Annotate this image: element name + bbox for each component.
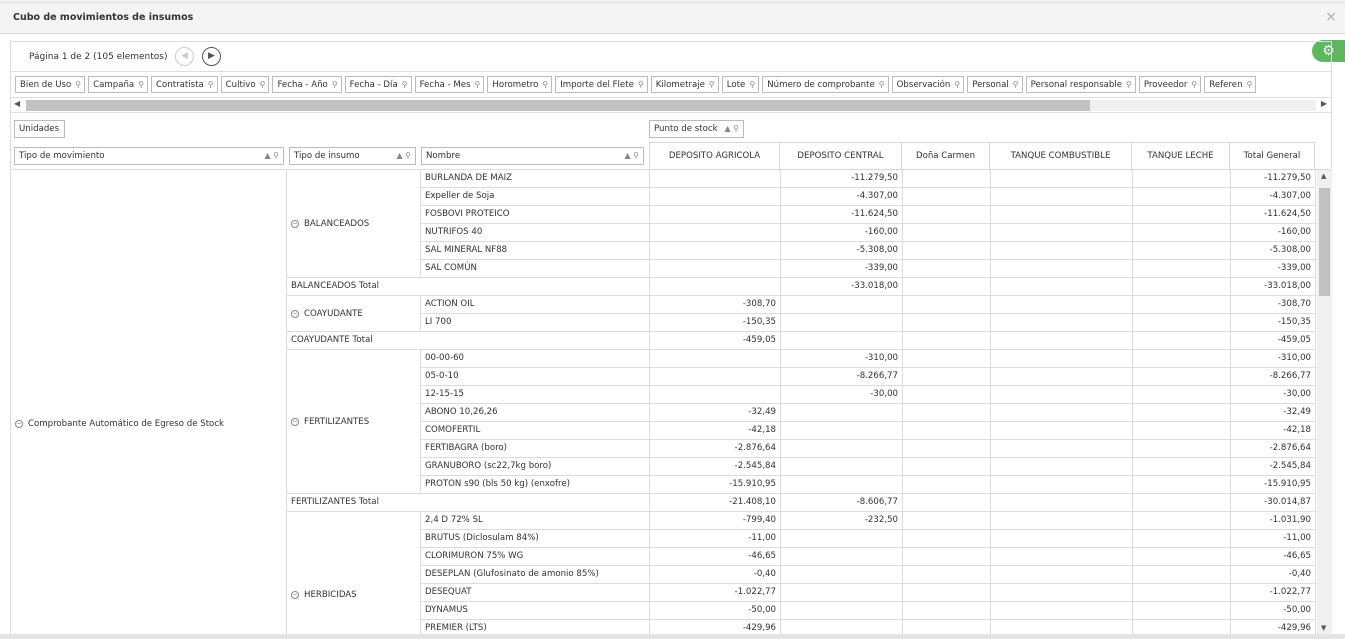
total-cell: -33.018,00 [1231, 278, 1316, 296]
data-cell [781, 404, 903, 422]
pivot-grid [10, 170, 1332, 634]
data-cell: -8.266,77 [781, 368, 903, 386]
settings-gear-icon[interactable]: ⚙ [1312, 40, 1345, 62]
data-cell [781, 422, 903, 440]
data-cell: -2.545,84 [650, 458, 781, 476]
sort-filter-icon[interactable]: ▲ ⚲ [264, 151, 279, 160]
chevron-left-icon[interactable]: ◀ [175, 47, 194, 66]
data-cell [1133, 242, 1231, 260]
data-cell: -30,00 [1231, 386, 1316, 404]
data-cell: -429,96 [1231, 620, 1316, 634]
data-cell [991, 350, 1133, 368]
row-header-item: 00-00-60 [421, 350, 650, 368]
data-cell [991, 386, 1133, 404]
filter-field-chip[interactable] [15, 76, 85, 93]
data-cell [650, 350, 781, 368]
filter-field-chip[interactable] [892, 76, 965, 93]
filter-field-chip[interactable] [487, 76, 552, 93]
filter-icon[interactable]: ⚲ [138, 80, 145, 89]
data-cell [1133, 188, 1231, 206]
filter-icon[interactable]: ⚲ [542, 80, 549, 89]
row-header-item: PROTON s90 (bls 50 kg) (enxofre) [421, 476, 650, 494]
data-field-units[interactable] [14, 120, 65, 138]
data-cell [1133, 386, 1231, 404]
data-cell [991, 584, 1133, 602]
total-cell: -33.018,00 [781, 278, 903, 296]
filter-field-label: Observación [896, 80, 951, 90]
row-header-label: HERBICIDAS [304, 589, 357, 600]
filter-field-label: Fecha - Mes [419, 80, 471, 90]
data-cell: -11,00 [1231, 530, 1316, 548]
column-field-punto-de-stock[interactable] [649, 120, 744, 138]
filter-field-area [10, 71, 1332, 98]
data-cell [781, 584, 903, 602]
column-header[interactable]: TANQUE LECHE [1132, 142, 1230, 170]
filter-field-label: Lote [726, 80, 746, 90]
data-cell [991, 314, 1133, 332]
data-cell: -1.022,77 [650, 584, 781, 602]
data-cell [1133, 296, 1231, 314]
scroll-right-arrow-icon[interactable]: ▶ [1320, 99, 1327, 108]
row-header-item: DESEQUAT [421, 584, 650, 602]
window-bottom-edge [0, 634, 1345, 639]
data-cell: -150,35 [1231, 314, 1316, 332]
data-cell: -42,18 [1231, 422, 1316, 440]
row-header-item: FOSBOVI PROTEICO [421, 206, 650, 224]
data-cell [781, 314, 903, 332]
data-cell: -232,50 [781, 512, 903, 530]
data-cell [781, 440, 903, 458]
row-header-item: COMOFERTIL [421, 422, 650, 440]
total-cell: -30.014,87 [1231, 494, 1316, 512]
filter-field-label: Número de comprobante [767, 80, 875, 90]
filter-icon[interactable]: ⚲ [749, 80, 756, 89]
filter-field-label: Campaña [93, 80, 135, 90]
filter-field-label: Fecha - Día [349, 80, 398, 90]
data-cell [903, 512, 991, 530]
row-field-tipo-de-movimiento[interactable] [14, 147, 284, 165]
data-cell: -799,40 [650, 512, 781, 530]
data-cell: -11.279,50 [1231, 170, 1316, 188]
filter-field-label: Cultivo [225, 80, 256, 90]
data-cell: -339,00 [1231, 260, 1316, 278]
row-header-item: ACTION OIL [421, 296, 650, 314]
data-cell: -11.279,50 [781, 170, 903, 188]
data-cell [650, 386, 781, 404]
data-cell [903, 296, 991, 314]
filter-field-chip[interactable] [1139, 76, 1201, 93]
collapse-icon[interactable]: − [292, 417, 298, 425]
data-cell [991, 170, 1133, 188]
data-cell: -2.876,64 [650, 440, 781, 458]
data-cell [903, 602, 991, 620]
total-cell [1133, 332, 1231, 350]
row-header-label: BALANCEADOS [304, 218, 370, 229]
filter-field-label: Fecha - Año [277, 80, 328, 90]
data-cell [991, 530, 1133, 548]
data-cell: -310,00 [1231, 350, 1316, 368]
data-cell [1133, 422, 1231, 440]
data-cell: -308,70 [1231, 296, 1316, 314]
row-header-group[interactable] [287, 512, 421, 634]
data-cell [781, 458, 903, 476]
filter-icon[interactable]: ⚲ [1012, 80, 1019, 89]
data-cell [650, 206, 781, 224]
row-field-nombre[interactable] [421, 147, 644, 165]
data-cell [781, 548, 903, 566]
data-cell: -308,70 [650, 296, 781, 314]
data-cell [991, 296, 1133, 314]
total-cell [1133, 278, 1231, 296]
data-cell [903, 188, 991, 206]
filter-field-chip[interactable] [722, 76, 759, 93]
data-cell [781, 476, 903, 494]
data-cell: -160,00 [781, 224, 903, 242]
vertical-scrollbar[interactable] [1317, 170, 1332, 634]
filter-field-chip[interactable] [651, 76, 719, 93]
total-cell [781, 332, 903, 350]
data-cell: -0,40 [650, 566, 781, 584]
data-cell [903, 458, 991, 476]
data-cell: -32,49 [650, 404, 781, 422]
filter-icon[interactable]: ⚲ [207, 80, 214, 89]
total-cell: -8.606,77 [781, 494, 903, 512]
data-cell: -160,00 [1231, 224, 1316, 242]
row-header-item: Expeller de Soja [421, 188, 650, 206]
data-cell: -15.910,95 [650, 476, 781, 494]
total-cell [991, 494, 1133, 512]
filter-field-label: Bien de Uso [20, 80, 72, 90]
data-cell [650, 242, 781, 260]
data-cell: -46,65 [1231, 548, 1316, 566]
dialog-titlebar [0, 3, 1345, 34]
data-cell [903, 584, 991, 602]
horizontal-scrollbar[interactable] [10, 98, 1332, 113]
filter-field-chip[interactable] [1204, 76, 1256, 93]
group-total-label: COAYUDANTE Total [287, 332, 650, 350]
data-cell [903, 386, 991, 404]
total-cell [1133, 494, 1231, 512]
row-header-item: SAL COMÚN [421, 260, 650, 278]
data-cell: -1.031,90 [1231, 512, 1316, 530]
data-cell [991, 620, 1133, 634]
row-header-item: 05-0-10 [421, 368, 650, 386]
data-cell: -46,65 [650, 548, 781, 566]
chevron-right-icon[interactable]: ▶ [202, 47, 221, 66]
total-cell [903, 494, 991, 512]
scroll-down-arrow-icon[interactable]: ▼ [1321, 624, 1327, 632]
data-cell [903, 368, 991, 386]
filter-field-chip[interactable] [221, 76, 270, 93]
data-cell [650, 170, 781, 188]
filter-icon[interactable]: ⚲ [1246, 80, 1253, 89]
filter-icon[interactable]: ⚲ [259, 80, 266, 89]
data-cell [903, 548, 991, 566]
data-cell: -11,00 [650, 530, 781, 548]
total-cell: -21.408,10 [650, 494, 781, 512]
row-header-item: 12-15-15 [421, 386, 650, 404]
filter-field-chip[interactable] [151, 76, 218, 93]
scroll-up-arrow-icon[interactable]: ▲ [1321, 172, 1327, 180]
data-cell [1133, 260, 1231, 278]
filter-field-label: Horometro [492, 80, 539, 90]
filter-field-label: Referen [1209, 80, 1243, 90]
row-header-item: BURLANDA DE MAIZ [421, 170, 650, 188]
data-cell [991, 242, 1133, 260]
data-cell: -11.624,50 [781, 206, 903, 224]
data-cell [1133, 566, 1231, 584]
row-header-item: FERTIBAGRA (boro) [421, 440, 650, 458]
row-header-item: CLORIMURON 75% WG [421, 548, 650, 566]
data-cell: -5.308,00 [781, 242, 903, 260]
data-cell [1133, 512, 1231, 530]
data-cell [991, 602, 1133, 620]
close-icon[interactable]: × [1325, 9, 1337, 25]
filter-field-label: Personal [972, 80, 1009, 90]
filter-field-chip[interactable] [762, 76, 888, 93]
filter-icon[interactable]: ⚲ [75, 80, 82, 89]
data-cell [1133, 620, 1231, 634]
row-field-tipo-de-insumo[interactable] [289, 147, 416, 165]
sort-filter-icon[interactable]: ▲ ⚲ [724, 124, 739, 133]
data-cell [991, 422, 1133, 440]
data-cell [1133, 584, 1231, 602]
row-header-label: FERTILIZANTES [304, 416, 370, 427]
data-field-label: Unidades [19, 124, 60, 134]
filter-icon[interactable]: ⚲ [954, 80, 961, 89]
pager-bar [10, 41, 1332, 71]
data-cell: -150,35 [650, 314, 781, 332]
collapse-icon[interactable]: − [292, 219, 298, 227]
data-cell: -42,18 [650, 422, 781, 440]
filter-field-label: Proveedor [1143, 80, 1188, 90]
sort-filter-icon[interactable]: ▲ ⚲ [396, 151, 411, 160]
total-cell [991, 332, 1133, 350]
dialog-title: Cubo de movimientos de insumos [13, 12, 194, 23]
filter-icon[interactable]: ⚲ [331, 80, 338, 89]
row-header-item: NUTRIFOS 40 [421, 224, 650, 242]
filter-icon[interactable]: ⚲ [708, 80, 715, 89]
vertical-scroll-thumb[interactable] [1319, 188, 1330, 296]
row-field-label: Tipo de movimiento [19, 151, 105, 161]
collapse-icon[interactable]: − [16, 419, 22, 427]
filter-field-chip[interactable] [345, 76, 412, 93]
data-cell [991, 206, 1133, 224]
filter-field-label: Contratista [156, 80, 204, 90]
data-cell [650, 188, 781, 206]
row-header-item: 2,4 D 72% SL [421, 512, 650, 530]
row-header-movement[interactable] [11, 170, 287, 634]
collapse-icon[interactable]: − [292, 590, 298, 598]
data-cell [903, 242, 991, 260]
data-cell [991, 512, 1133, 530]
data-cell [903, 476, 991, 494]
filter-field-chip[interactable] [967, 76, 1022, 93]
column-header[interactable]: DEPOSITO AGRICOLA [649, 142, 780, 170]
filter-icon[interactable]: ⚲ [1126, 80, 1132, 89]
filter-icon[interactable]: ⚲ [474, 80, 481, 89]
data-cell [1133, 602, 1231, 620]
data-cell [1133, 350, 1231, 368]
scroll-thumb[interactable] [26, 100, 1090, 111]
data-cell [991, 440, 1133, 458]
data-cell [781, 296, 903, 314]
row-header-item: DYNAMUS [421, 602, 650, 620]
row-field-label: Tipo de insumo [294, 151, 360, 161]
row-header-item: ABONO 10,26,26 [421, 404, 650, 422]
filter-field-chip[interactable] [1026, 76, 1136, 93]
data-cell [903, 260, 991, 278]
data-cell: -4.307,00 [781, 188, 903, 206]
total-cell [991, 278, 1133, 296]
data-cell: -11.624,50 [1231, 206, 1316, 224]
data-cell: -0,40 [1231, 566, 1316, 584]
data-cell [903, 566, 991, 584]
data-cell: -50,00 [650, 602, 781, 620]
data-cell [991, 548, 1133, 566]
filter-field-chip[interactable] [555, 76, 648, 93]
data-cell [903, 170, 991, 188]
row-header-item: BRUTUS (Diclosulam 84%) [421, 530, 650, 548]
scroll-left-arrow-icon[interactable]: ◀ [14, 99, 21, 108]
data-cell [991, 566, 1133, 584]
column-header[interactable]: TANQUE COMBUSTIBLE [990, 142, 1132, 170]
data-cell [1133, 314, 1231, 332]
data-cell [903, 620, 991, 634]
filter-field-label: Personal responsable [1030, 80, 1122, 90]
data-cell [1133, 548, 1231, 566]
data-cell [903, 530, 991, 548]
data-cell: -50,00 [1231, 602, 1316, 620]
pager-summary: Página 1 de 2 (105 elementos) [29, 52, 168, 62]
filter-field-label: Kilometraje [655, 80, 705, 90]
data-cell [1133, 224, 1231, 242]
row-field-label: Nombre [426, 151, 461, 161]
data-cell [903, 314, 991, 332]
column-field-label: Punto de stock [654, 124, 718, 134]
data-cell [991, 188, 1133, 206]
data-cell: -32,49 [1231, 404, 1316, 422]
sort-filter-icon[interactable]: ▲ ⚲ [624, 151, 639, 160]
row-header-label: Comprobante Automático de Egreso de Stock [28, 418, 225, 429]
data-cell [903, 224, 991, 242]
data-cell [781, 566, 903, 584]
filter-field-chip[interactable] [272, 76, 341, 93]
data-cell: -339,00 [781, 260, 903, 278]
data-cell [991, 476, 1133, 494]
data-cell [903, 422, 991, 440]
row-header-item: GRANUBORO (sc22,7kg boro) [421, 458, 650, 476]
data-cell [1133, 206, 1231, 224]
row-header-label: COAYUDANTE [304, 308, 363, 319]
filter-icon[interactable]: ⚲ [401, 80, 408, 89]
data-cell: -30,00 [781, 386, 903, 404]
data-cell [781, 530, 903, 548]
filter-field-chip[interactable] [88, 76, 148, 93]
data-cell [991, 458, 1133, 476]
data-cell [1133, 530, 1231, 548]
data-cell [903, 404, 991, 422]
row-header-group[interactable] [287, 296, 421, 332]
total-cell [650, 278, 781, 296]
data-cell [903, 440, 991, 458]
data-cell [1133, 458, 1231, 476]
total-cell: -459,05 [1231, 332, 1316, 350]
data-cell: -1.022,77 [1231, 584, 1316, 602]
total-cell [903, 332, 991, 350]
data-cell [650, 368, 781, 386]
data-cell [1133, 440, 1231, 458]
row-header-group[interactable] [287, 170, 421, 278]
total-cell [903, 278, 991, 296]
data-cell [1133, 476, 1231, 494]
filter-field-label: Importe del Flete [560, 80, 634, 90]
data-cell: -429,96 [650, 620, 781, 634]
data-cell: -4.307,00 [1231, 188, 1316, 206]
data-cell [1133, 170, 1231, 188]
column-header[interactable]: Doña Carmen [902, 142, 990, 170]
data-cell: -15.910,95 [1231, 476, 1316, 494]
total-cell: -459,05 [650, 332, 781, 350]
column-header[interactable]: DEPOSITO CENTRAL [780, 142, 902, 170]
data-cell: -2.876,64 [1231, 440, 1316, 458]
row-header-item: LI 700 [421, 314, 650, 332]
group-total-label: FERTILIZANTES Total [287, 494, 650, 512]
group-total-label: BALANCEADOS Total [287, 278, 650, 296]
data-cell [991, 224, 1133, 242]
row-header-item: PREMIER (LTS) [421, 620, 650, 634]
data-cell [991, 260, 1133, 278]
data-cell: -8.266,77 [1231, 368, 1316, 386]
row-header-group[interactable] [287, 350, 421, 494]
data-cell [991, 368, 1133, 386]
data-cell: -310,00 [781, 350, 903, 368]
filter-field-chip[interactable] [415, 76, 485, 93]
data-cell [650, 260, 781, 278]
data-cell [903, 206, 991, 224]
data-cell [903, 350, 991, 368]
data-cell [650, 224, 781, 242]
column-header[interactable]: Total General [1230, 142, 1315, 170]
filter-icon[interactable]: ⚲ [637, 80, 644, 89]
row-header-item: DESEPLAN (Glufosinato de amonio 85%) [421, 566, 650, 584]
filter-icon[interactable]: ⚲ [1191, 80, 1198, 89]
data-cell [781, 620, 903, 634]
data-cell [781, 602, 903, 620]
row-header-item: SAL MINERAL NF88 [421, 242, 650, 260]
data-cell [1133, 368, 1231, 386]
data-cell: -5.308,00 [1231, 242, 1316, 260]
collapse-icon[interactable]: − [292, 309, 298, 317]
data-cell [991, 404, 1133, 422]
filter-icon[interactable]: ⚲ [878, 80, 885, 89]
data-cell: -2.545,84 [1231, 458, 1316, 476]
data-cell [1133, 404, 1231, 422]
